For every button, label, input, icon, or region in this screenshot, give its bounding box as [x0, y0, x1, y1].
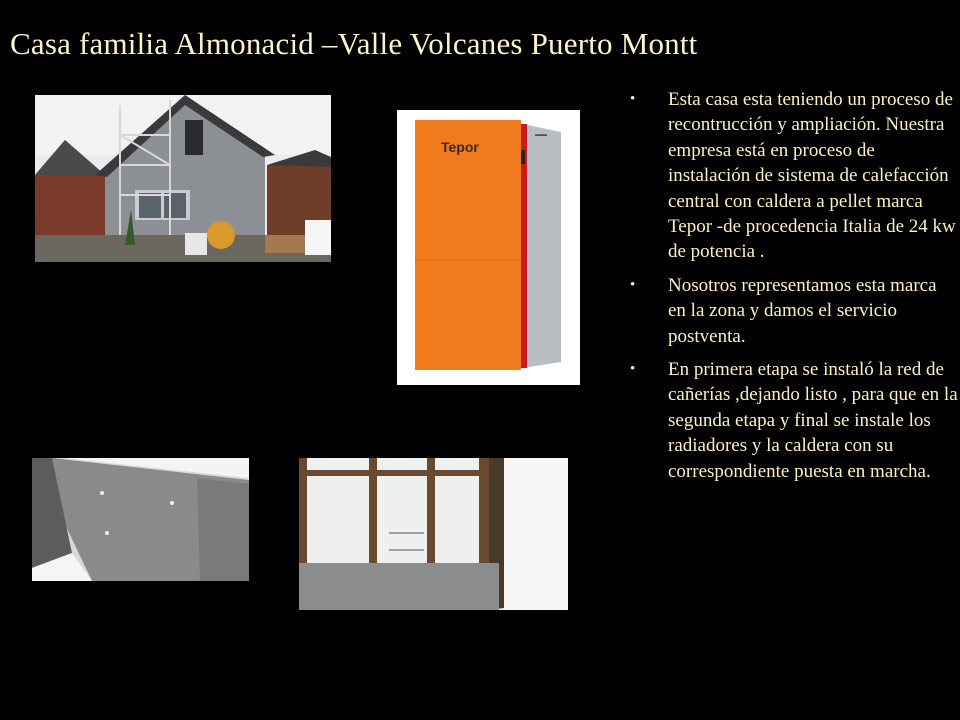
- bullet-item: [628, 357, 958, 484]
- bullet-item: [628, 273, 958, 349]
- wall-panels-photo: [32, 458, 249, 581]
- svg-text:▬▬: ▬▬: [535, 132, 547, 138]
- bullet-text: En primera etapa se instaló la red de cañerías ,dejando listo , para que en la segunda etapa y final se instale los radiadores y la caldera con su correspondiente puesta en marcha.: [668, 359, 958, 482]
- room-interior-photo: [299, 458, 568, 610]
- boiler-photo: [397, 110, 580, 385]
- bullet-marker: •: [630, 361, 636, 378]
- boiler-brand-label: Tepor: [441, 139, 479, 155]
- bullet-text: Nosotros representamos esta marca en la zona y damos el servicio postventa.: [668, 274, 937, 347]
- bullet-text: Esta casa esta teniendo un proceso de recontrucción y ampliación. Nuestra empresa está en proceso de instalación de sistema de calefacción central con caldera a pellet marca Tepor -de procedencia Italia de 24 kw de potencia .: [668, 89, 956, 263]
- bullet-marker: •: [630, 276, 636, 293]
- bullet-item: [628, 87, 958, 265]
- description-bullets: [628, 87, 958, 492]
- slide-title: Casa familia Almonacid –Valle Volcanes Puerto Montt: [10, 26, 698, 61]
- house-photo: [35, 95, 331, 262]
- bullet-marker: •: [630, 91, 636, 107]
